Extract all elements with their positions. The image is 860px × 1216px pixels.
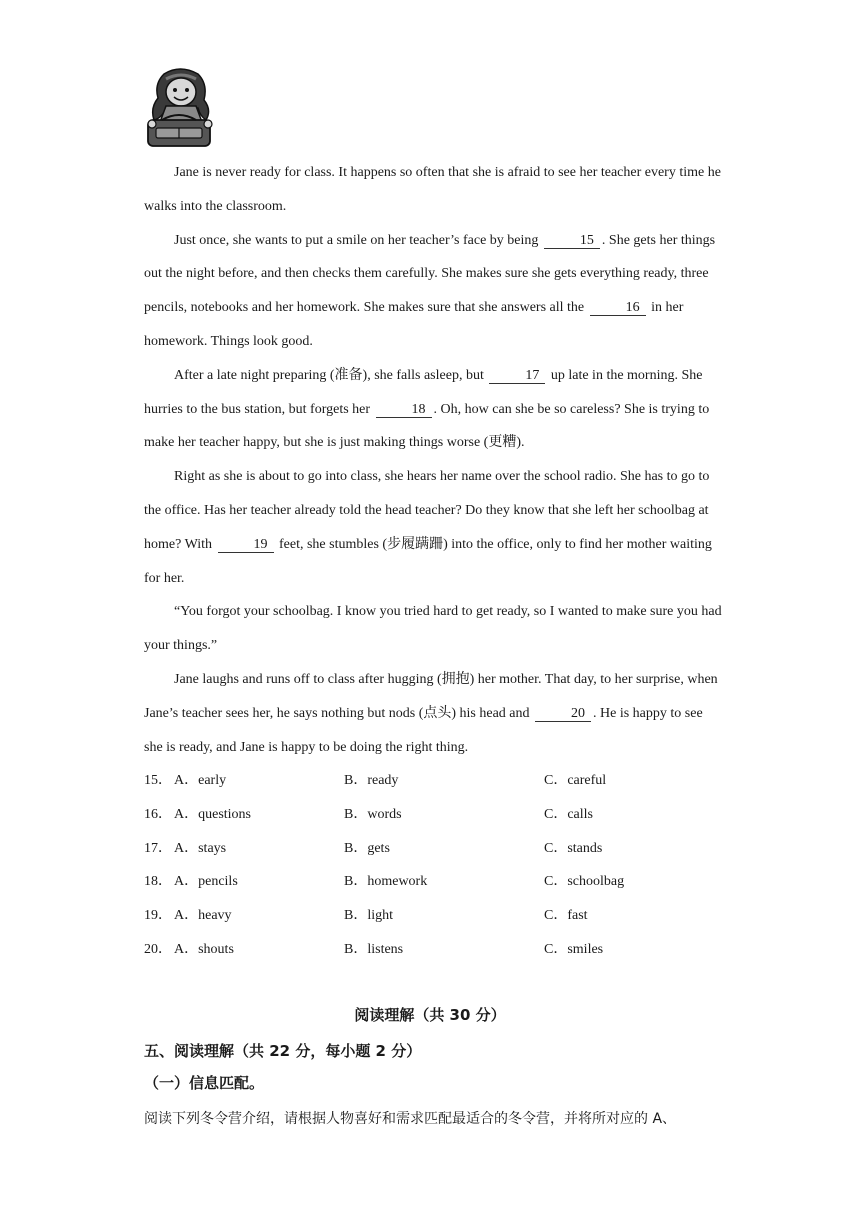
girl-with-schoolbag-icon	[142, 66, 220, 152]
part-title: 五、阅读理解（共 22 分，每小题 2 分）	[144, 1042, 422, 1060]
option-b: B．listens	[344, 941, 404, 957]
option-row-19: 19． A．heavy B．light C．fast	[144, 899, 744, 933]
option-a: A．early	[174, 773, 227, 788]
answer-options	[144, 764, 744, 967]
blank-18: 18	[376, 403, 432, 418]
blank-19: 19	[218, 538, 274, 553]
option-c: C．careful	[544, 773, 607, 788]
option-b: B．gets	[344, 840, 390, 856]
instruction-text: 阅读下列冬令营介绍，请根据人物喜好和需求匹配最适合的冬令营，并将所对应的 A、	[144, 1111, 677, 1127]
option-b: B．homework	[344, 874, 428, 890]
sub-title: （一）信息匹配。	[144, 1074, 265, 1092]
option-row-16: 16． A．questions B．words C．calls	[144, 798, 744, 832]
option-row-17: 17． A．stays B．gets C．stands	[144, 832, 744, 866]
option-row-15: 15． A．early B．ready C．careful	[144, 764, 744, 798]
option-b: B．words	[344, 806, 402, 822]
cloze-passage	[144, 156, 724, 764]
paragraph-5: “You forgot your schoolbag. I know you tried hard to get ready, so I wanted to make sure you had your things.”	[144, 604, 722, 654]
option-row-20: 20． A．shouts B．listens C．smiles	[144, 933, 744, 967]
option-c: C．calls	[544, 806, 593, 822]
paragraph-1: Jane is never ready for class. It happens so often that she is afraid to see her teacher every time he walks into the classroom.	[144, 165, 721, 214]
blank-15: 15	[544, 234, 600, 249]
option-a: A．shouts	[174, 941, 234, 957]
paragraph-4: Right as she is about to go into class, she hears her name over the school radio. She has to go to the office. Has her teacher already told the head teacher? Do they know that she left her schoolbag at home? With 19 feet, she stumbles (步履蹒跚) into the office, only to find her mother waiting for her.	[144, 469, 712, 586]
blank-16: 16	[590, 301, 646, 316]
option-b: B．ready	[344, 773, 399, 788]
paragraph-6: Jane laughs and runs off to class after hugging (拥抱) her mother. That day, to her surprise, when Jane’s teacher sees her, he says nothing but nods (点头) his head and 20 . He is happy to see she is ready, and Jane is happy to be doing the right thing.	[144, 671, 718, 755]
option-row-18: 18． A．pencils B．homework C．schoolbag	[144, 865, 744, 899]
option-a: A．questions	[174, 806, 251, 822]
option-c: C．fast	[544, 908, 588, 924]
option-a: A．stays	[174, 840, 227, 856]
blank-20: 20	[535, 707, 591, 722]
option-c: C．smiles	[544, 941, 604, 957]
blank-17: 17	[489, 369, 545, 384]
paragraph-3: After a late night preparing (准备), she falls asleep, but 17 up late in the morning. She hurries to the bus station, but forgets her 18 . Oh, how can she be so careless? She is trying to make her teacher happy, but she is just making things worse (更糟).	[144, 367, 710, 451]
option-a: A．heavy	[174, 908, 232, 924]
paragraph-2: Just once, she wants to put a smile on her teacher’s face by being 15 . She gets her things out the night before, and then checks them carefully. She makes sure she gets everything ready, three pencils, notebooks and her homework. She makes sure that she answers all the 16 in her homework. Things look good.	[144, 232, 716, 349]
option-c: C．stands	[544, 840, 603, 856]
section-title: 阅读理解（共 30 分）	[354, 1006, 506, 1024]
option-a: A．pencils	[174, 874, 238, 890]
option-b: B．light	[344, 908, 394, 924]
option-c: C．schoolbag	[544, 874, 625, 890]
